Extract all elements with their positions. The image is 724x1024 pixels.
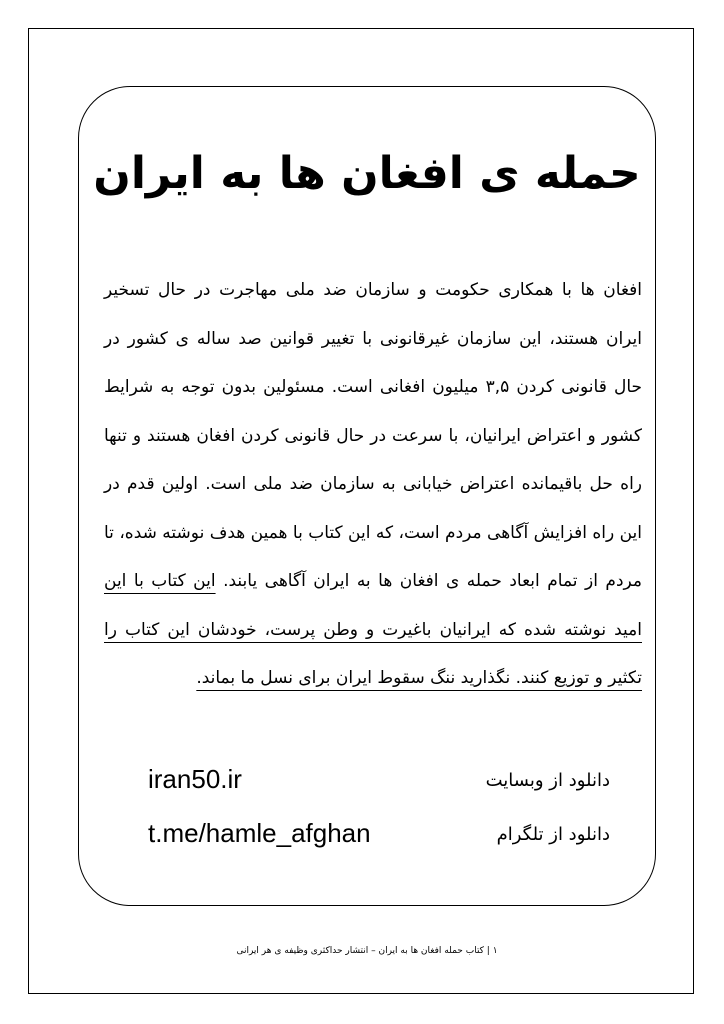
telegram-download-label: دانلود از تلگرام xyxy=(496,824,610,845)
telegram-download-row xyxy=(140,818,610,858)
telegram-link[interactable]: t.me/hamle_afghan xyxy=(148,818,371,848)
page-footer: ۱ | کتاب حمله افغان ها به ایران – انتشار حداکثری وظیفه ی هر ایرانی xyxy=(236,946,498,956)
body-text-underlined: این کتاب با این امید نوشته شده که ایرانیان باغیرت و وطن پرست، خودشان این کتاب را تکثیر و توزیع کنند. نگذارید ننگ سقوط ایران برای نسل ما بماند. xyxy=(104,571,642,688)
body-text-main: افغان ها با همکاری حکومت و سازمان ضد ملی مهاجرت در حال تسخیر ایران هستند، این سازمان غیرقانونی با تغییر قوانین صد ساله ی کشور در حال قانونی کردن ۳,۵ میلیون افغانی است. مسئولین بدون توجه به شرایط کشور و اعتراض ایرانیان، با سرعت در حال قانونی کردن افغان هستند و تنها راه حل باقیمانده اعتراض خیابانی به سازمان ضد ملی است. اولین قدم در این راه افزایش آگاهی مردم است، که این کتاب با همین هدف نوشته شده، تا مردم از تمام ابعاد حمله ی افغان ها به ایران آگاهی یابند. xyxy=(104,280,643,591)
website-download-row xyxy=(140,764,610,804)
page-title: حمله ی افغان ها به ایران xyxy=(93,148,641,199)
body-paragraph xyxy=(104,266,642,703)
website-link[interactable]: iran50.ir xyxy=(148,764,242,794)
website-download-label: دانلود از وبسایت xyxy=(485,770,610,791)
